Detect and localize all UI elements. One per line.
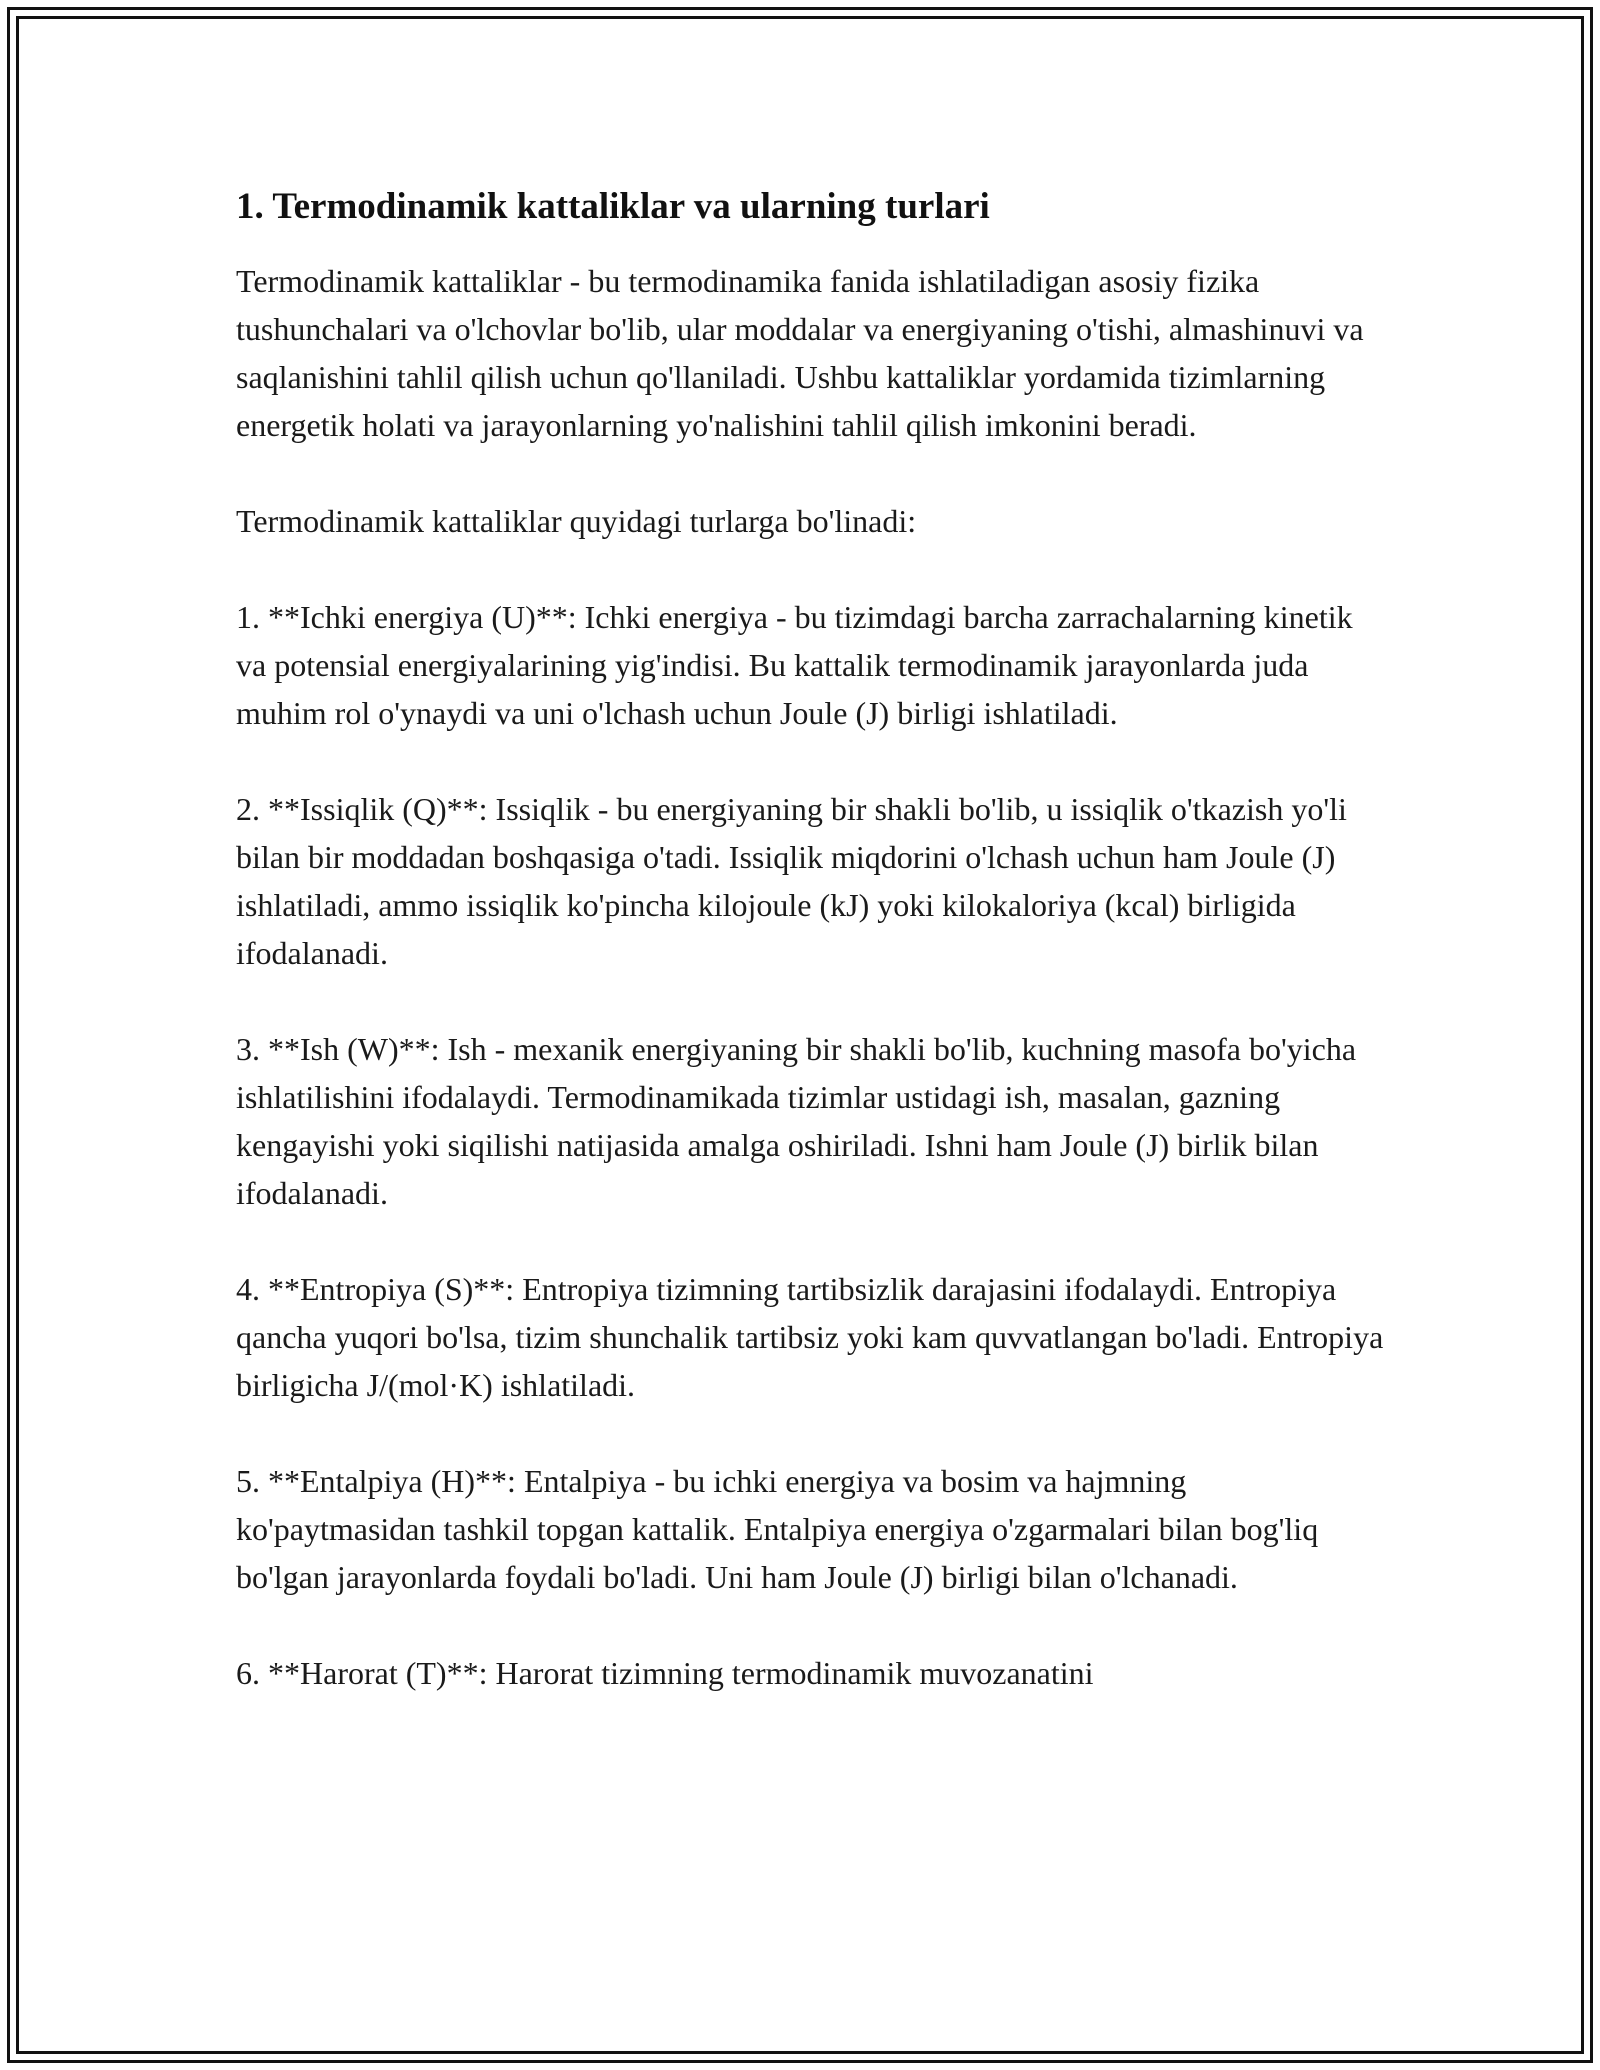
intro-paragraph: Termodinamik kattaliklar - bu termodinamika fanida ishlatiladigan asosiy fizika tushunchalari va o'lchovlar bo'lib, ular moddalar va energiyaning o'tishi, almashinuvi va saqlanishini tahlil qilish uchun qo'llaniladi. Ushbu kattaliklar yordamida tizimlarning energetik holati va jarayonlarning yo'nalishini tahlil qilish imkonini beradi. [236,263,1364,443]
list-item-temperature: 6. **Harorat (T)**: Harorat tizimning termodinamik muvozanatini [236,1655,1094,1691]
list-item-enthalpy: 5. **Entalpiya (H)**: Entalpiya - bu ichki energiya va bosim va hajmning ko'paytmasidan tashkil topgan kattalik. Entalpiya energiya o'zgarmalari bilan bog'liq bo'lgan jarayonlarda foydali bo'ladi. Uni ham Joule (J) birligi bilan o'lchanadi. [236,1463,1319,1595]
list-item-internal-energy: 1. **Ichki energiya (U)**: Ichki energiya - bu tizimdagi barcha zarrachalarning kinetik va potensial energiyalarining yig'indisi. Bu kattalik termodinamik jarayonlarda juda muhim rol o'ynaydi va uni o'lchash uchun Joule (J) birligi ishlatiladi. [236,599,1353,731]
document-body [236,185,1386,1697]
list-item-entropy: 4. **Entropiya (S)**: Entropiya tizimning tartibsizlik darajasini ifodalaydi. Entropiya qancha yuqori bo'lsa, tizim shunchalik tartibsiz yoki kam quvvatlangan bo'ladi. Entropiya birligicha J/(mol·K) ishlatiladi. [236,1271,1384,1403]
list-item-heat: 2. **Issiqlik (Q)**: Issiqlik - bu energiyaning bir shakli bo'lib, u issiqlik o'tkazish yo'li bilan bir moddadan boshqasiga o'tadi. Issiqlik miqdorini o'lchash uchun ham Joule (J) ishlatiladi, ammo issiqlik ko'pincha kilojoule (kJ) yoki kilokaloriya (kcal) birligida ifodalanadi. [236,791,1347,971]
section-heading: 1. Termodinamik kattaliklar va ularning turlari [236,186,990,227]
list-item-work: 3. **Ish (W)**: Ish - mexanik energiyaning bir shakli bo'lib, kuchning masofa bo'yicha ishlatilishini ifodalaydi. Termodinamikada tizimlar ustidagi ish, masalan, gazning kengayishi yoki siqilishi natijasida amalga oshiriladi. Ishni ham Joule (J) birlik bilan ifodalanadi. [236,1031,1357,1211]
types-intro-paragraph: Termodinamik kattaliklar quyidagi turlarga bo'linadi: [236,503,917,539]
